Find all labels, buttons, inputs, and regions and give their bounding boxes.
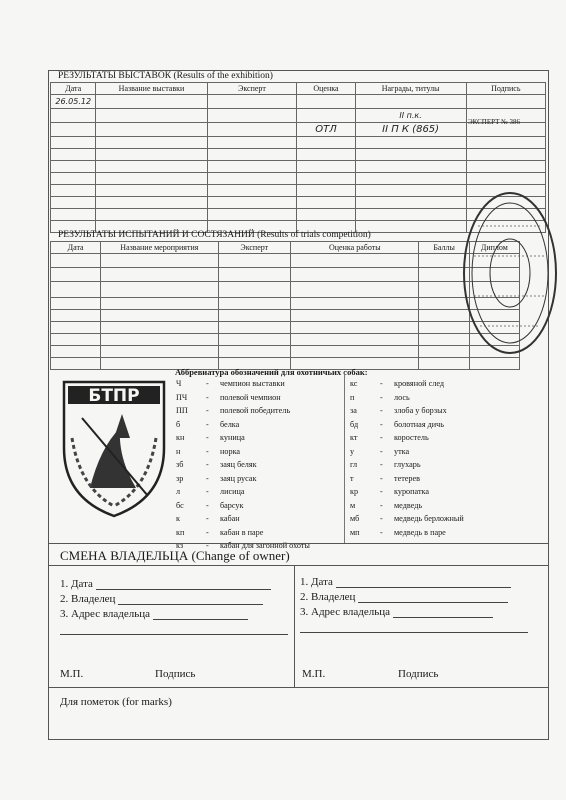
owner-field[interactable] [118, 604, 263, 605]
abbreviation-item [176, 406, 310, 420]
table-row [51, 268, 520, 282]
date-field[interactable] [96, 589, 271, 590]
abbreviation-code: п [350, 392, 355, 402]
abbreviation-item [350, 501, 464, 515]
divider [48, 565, 549, 566]
abbreviation-item [350, 406, 464, 420]
dash: - [380, 392, 383, 402]
abbreviation-code: бд [350, 419, 359, 429]
abbreviation-item [350, 447, 464, 461]
owner-field[interactable] [358, 602, 508, 603]
owner-right-block [300, 576, 528, 636]
address-field[interactable] [393, 617, 493, 618]
abbreviation-code: мб [350, 514, 360, 523]
abbreviation-code: зр [176, 473, 184, 483]
abbreviation-code: кт [350, 433, 358, 442]
abbreviation-item [176, 433, 310, 447]
cell [96, 109, 207, 123]
owner-title: СМЕНА ВЛАДЕЛЬЦА (Change of owner) [60, 548, 290, 563]
col-points: Баллы [419, 242, 469, 254]
dash: - [380, 527, 383, 537]
table-row [51, 149, 546, 161]
col-signature: Подпись [466, 83, 545, 95]
owner-label: 2. Владелец [300, 591, 356, 603]
dash: - [380, 460, 383, 469]
col-awards: Награды, титулы [355, 83, 466, 95]
abbreviation-meaning: полевой чемпион [220, 392, 281, 402]
table-row [51, 161, 546, 173]
table-row [51, 282, 520, 298]
abbreviation-item [350, 433, 464, 447]
cell [297, 109, 355, 123]
table-row [51, 334, 520, 346]
abbreviation-code: Ч [176, 379, 182, 388]
abbreviation-code: гл [350, 460, 358, 469]
dash: - [206, 527, 209, 537]
abbreviation-meaning: кабан для загонной охоты [220, 541, 310, 550]
col-diploma: Диплом [469, 242, 519, 254]
divider [48, 543, 549, 544]
abbreviation-code: кн [176, 433, 185, 442]
abbreviation-item [350, 514, 464, 528]
abbreviation-item [176, 420, 310, 434]
abbreviation-item [176, 501, 310, 515]
dash: - [380, 419, 383, 429]
svg-text:БТПР: БТПР [88, 386, 140, 406]
table-row [51, 95, 546, 109]
cell: ОТЛ [297, 123, 355, 137]
abbreviation-meaning: куропатка [394, 487, 430, 496]
abbreviation-item [350, 460, 464, 474]
abbreviation-code: к [176, 514, 180, 523]
abbreviation-code: б [176, 419, 181, 429]
cell [51, 109, 96, 123]
table-row [51, 346, 520, 358]
abbreviation-meaning: куница [220, 433, 245, 442]
expert-stamp: ЭКСПЕРТ № 386 [468, 118, 521, 126]
exhibitions-title: РЕЗУЛЬТАТЫ ВЫСТАВОК (Results of the exhibition) [58, 71, 273, 81]
table-row [51, 254, 520, 268]
trials-header-row [51, 242, 520, 254]
cell: II п.к. [355, 109, 466, 123]
table-row [51, 298, 520, 310]
abbreviation-code: кр [350, 487, 359, 496]
date-label: 1. Дата [60, 578, 93, 590]
abbreviation-meaning: кабан [220, 514, 240, 523]
abbreviation-meaning: заяц беляк [220, 460, 257, 469]
dash: - [206, 473, 209, 483]
abbreviation-item [176, 528, 310, 542]
abbreviation-meaning: лисица [220, 487, 245, 496]
address-field-2[interactable] [300, 632, 528, 633]
cell [96, 123, 207, 137]
abbreviation-item [350, 528, 464, 542]
sign-label: Подпись [155, 668, 196, 680]
cell [466, 95, 545, 109]
owner-label: 2. Владелец [60, 593, 116, 605]
abbreviation-item [350, 487, 464, 501]
cell [207, 95, 297, 109]
abbreviation-meaning: кабан в паре [220, 527, 264, 537]
abbreviation-code: кс [350, 379, 358, 388]
dash: - [206, 419, 209, 429]
abbreviation-code: у [350, 446, 355, 456]
abbreviation-code: за [350, 406, 357, 415]
cell [207, 109, 297, 123]
date-field[interactable] [336, 587, 511, 588]
abbreviation-item [176, 393, 310, 407]
address-field-2[interactable] [60, 634, 288, 635]
abbreviation-code: м [350, 500, 356, 510]
abbreviation-item [350, 420, 464, 434]
dash: - [380, 514, 383, 523]
abbreviation-code: кп [176, 527, 185, 537]
dash: - [380, 473, 383, 483]
sign-label: Подпись [398, 668, 439, 680]
cell [51, 123, 96, 137]
owner-left-block [60, 578, 288, 638]
dash: - [206, 446, 209, 456]
table-row [51, 322, 520, 334]
abbreviation-code: ПЧ [176, 392, 188, 402]
dash: - [380, 379, 383, 388]
abbreviations-title: Аббревиатура обозначений для охотничьих собак: [175, 367, 368, 377]
abbreviation-item [176, 514, 310, 528]
abbreviation-code: зб [176, 460, 184, 469]
abbreviation-meaning: злоба у борзых [394, 406, 447, 415]
table-row [51, 137, 546, 149]
abbreviation-meaning: белка [220, 419, 240, 429]
trials-table [50, 241, 520, 370]
dash: - [206, 460, 209, 469]
abbreviation-meaning: чемпион выставки [220, 379, 285, 388]
mp-label: М.П. [60, 668, 84, 680]
abbreviation-meaning: коростель [394, 433, 429, 442]
abbreviation-meaning: полевой победитель [220, 406, 291, 415]
abbreviation-code: ПП [176, 406, 188, 415]
abbreviation-meaning: норка [220, 446, 241, 456]
dash: - [206, 379, 209, 388]
cell: 26.05.12 [51, 95, 96, 109]
dash: - [380, 446, 383, 456]
abbreviation-code: бс [176, 500, 184, 510]
abbreviation-item [350, 474, 464, 488]
divider [294, 565, 295, 687]
col-show-name: Название выставки [96, 83, 207, 95]
dash: - [206, 541, 209, 550]
col-date: Дата [51, 83, 96, 95]
abbreviation-code: т [350, 473, 354, 483]
table-row [51, 310, 520, 322]
abbreviation-item [176, 379, 310, 393]
cell [96, 95, 207, 109]
dash: - [206, 433, 209, 442]
col-expert: Эксперт [207, 83, 297, 95]
dash: - [206, 514, 209, 523]
dash: - [206, 500, 209, 510]
exhibitions-header-row [51, 83, 546, 95]
col-expert: Эксперт [218, 242, 291, 254]
cell: II П К (865) [355, 123, 466, 137]
col-work-grade: Оценка работы [291, 242, 419, 254]
table-row [51, 173, 546, 185]
dash: - [380, 500, 383, 510]
abbreviation-meaning: медведь в паре [394, 527, 446, 537]
mp-label: М.П. [302, 668, 326, 680]
divider [48, 687, 549, 688]
btpr-logo [60, 378, 168, 520]
col-event-name: Название мероприятия [101, 242, 218, 254]
col-date: Дата [51, 242, 101, 254]
dash: - [206, 406, 209, 415]
trials-title: РЕЗУЛЬТАТЫ ИСПЫТАНИЙ И СОСТЯЗАНИЙ (Results of trials competition) [58, 230, 371, 240]
date-label: 1. Дата [300, 576, 333, 588]
col-grade: Оценка [297, 83, 355, 95]
abbreviation-item [176, 460, 310, 474]
abbreviations-left [176, 379, 310, 555]
abbreviation-meaning: барсук [220, 500, 244, 510]
abbreviation-item [176, 487, 310, 501]
address-field[interactable] [153, 619, 248, 620]
abbreviation-meaning: заяц русак [220, 473, 257, 483]
cell [355, 95, 466, 109]
cell [297, 95, 355, 109]
abbreviation-item [350, 379, 464, 393]
abbreviation-meaning: глухарь [394, 460, 421, 469]
abbreviation-meaning: тетерев [394, 473, 421, 483]
abbreviation-item [350, 393, 464, 407]
marks-label: Для пометок (for marks) [60, 696, 172, 708]
abbreviation-meaning: лось [394, 392, 410, 402]
address-label: 3. Адрес владельца [300, 606, 391, 618]
abbreviation-item [176, 447, 310, 461]
address-label: 3. Адрес владельца [60, 608, 151, 620]
abbreviation-code: л [176, 487, 181, 496]
dash: - [380, 487, 383, 496]
dash: - [206, 392, 209, 402]
abbreviation-code: кз [176, 541, 184, 550]
dash: - [380, 433, 383, 442]
abbreviation-meaning: медведь берложный [394, 514, 464, 523]
round-stamp [458, 186, 566, 361]
dash: - [380, 406, 383, 415]
abbreviation-code: н [176, 446, 181, 456]
divider [344, 372, 345, 543]
abbreviation-meaning: кровяной след [394, 379, 445, 388]
cell [207, 123, 297, 137]
abbreviation-item [176, 474, 310, 488]
abbreviation-meaning: утка [394, 446, 410, 456]
abbreviation-meaning: болотная дичь [394, 419, 445, 429]
abbreviation-meaning: медведь [394, 500, 423, 510]
dash: - [206, 487, 209, 496]
abbreviations-right [350, 379, 464, 541]
abbreviation-code: мп [350, 527, 360, 537]
